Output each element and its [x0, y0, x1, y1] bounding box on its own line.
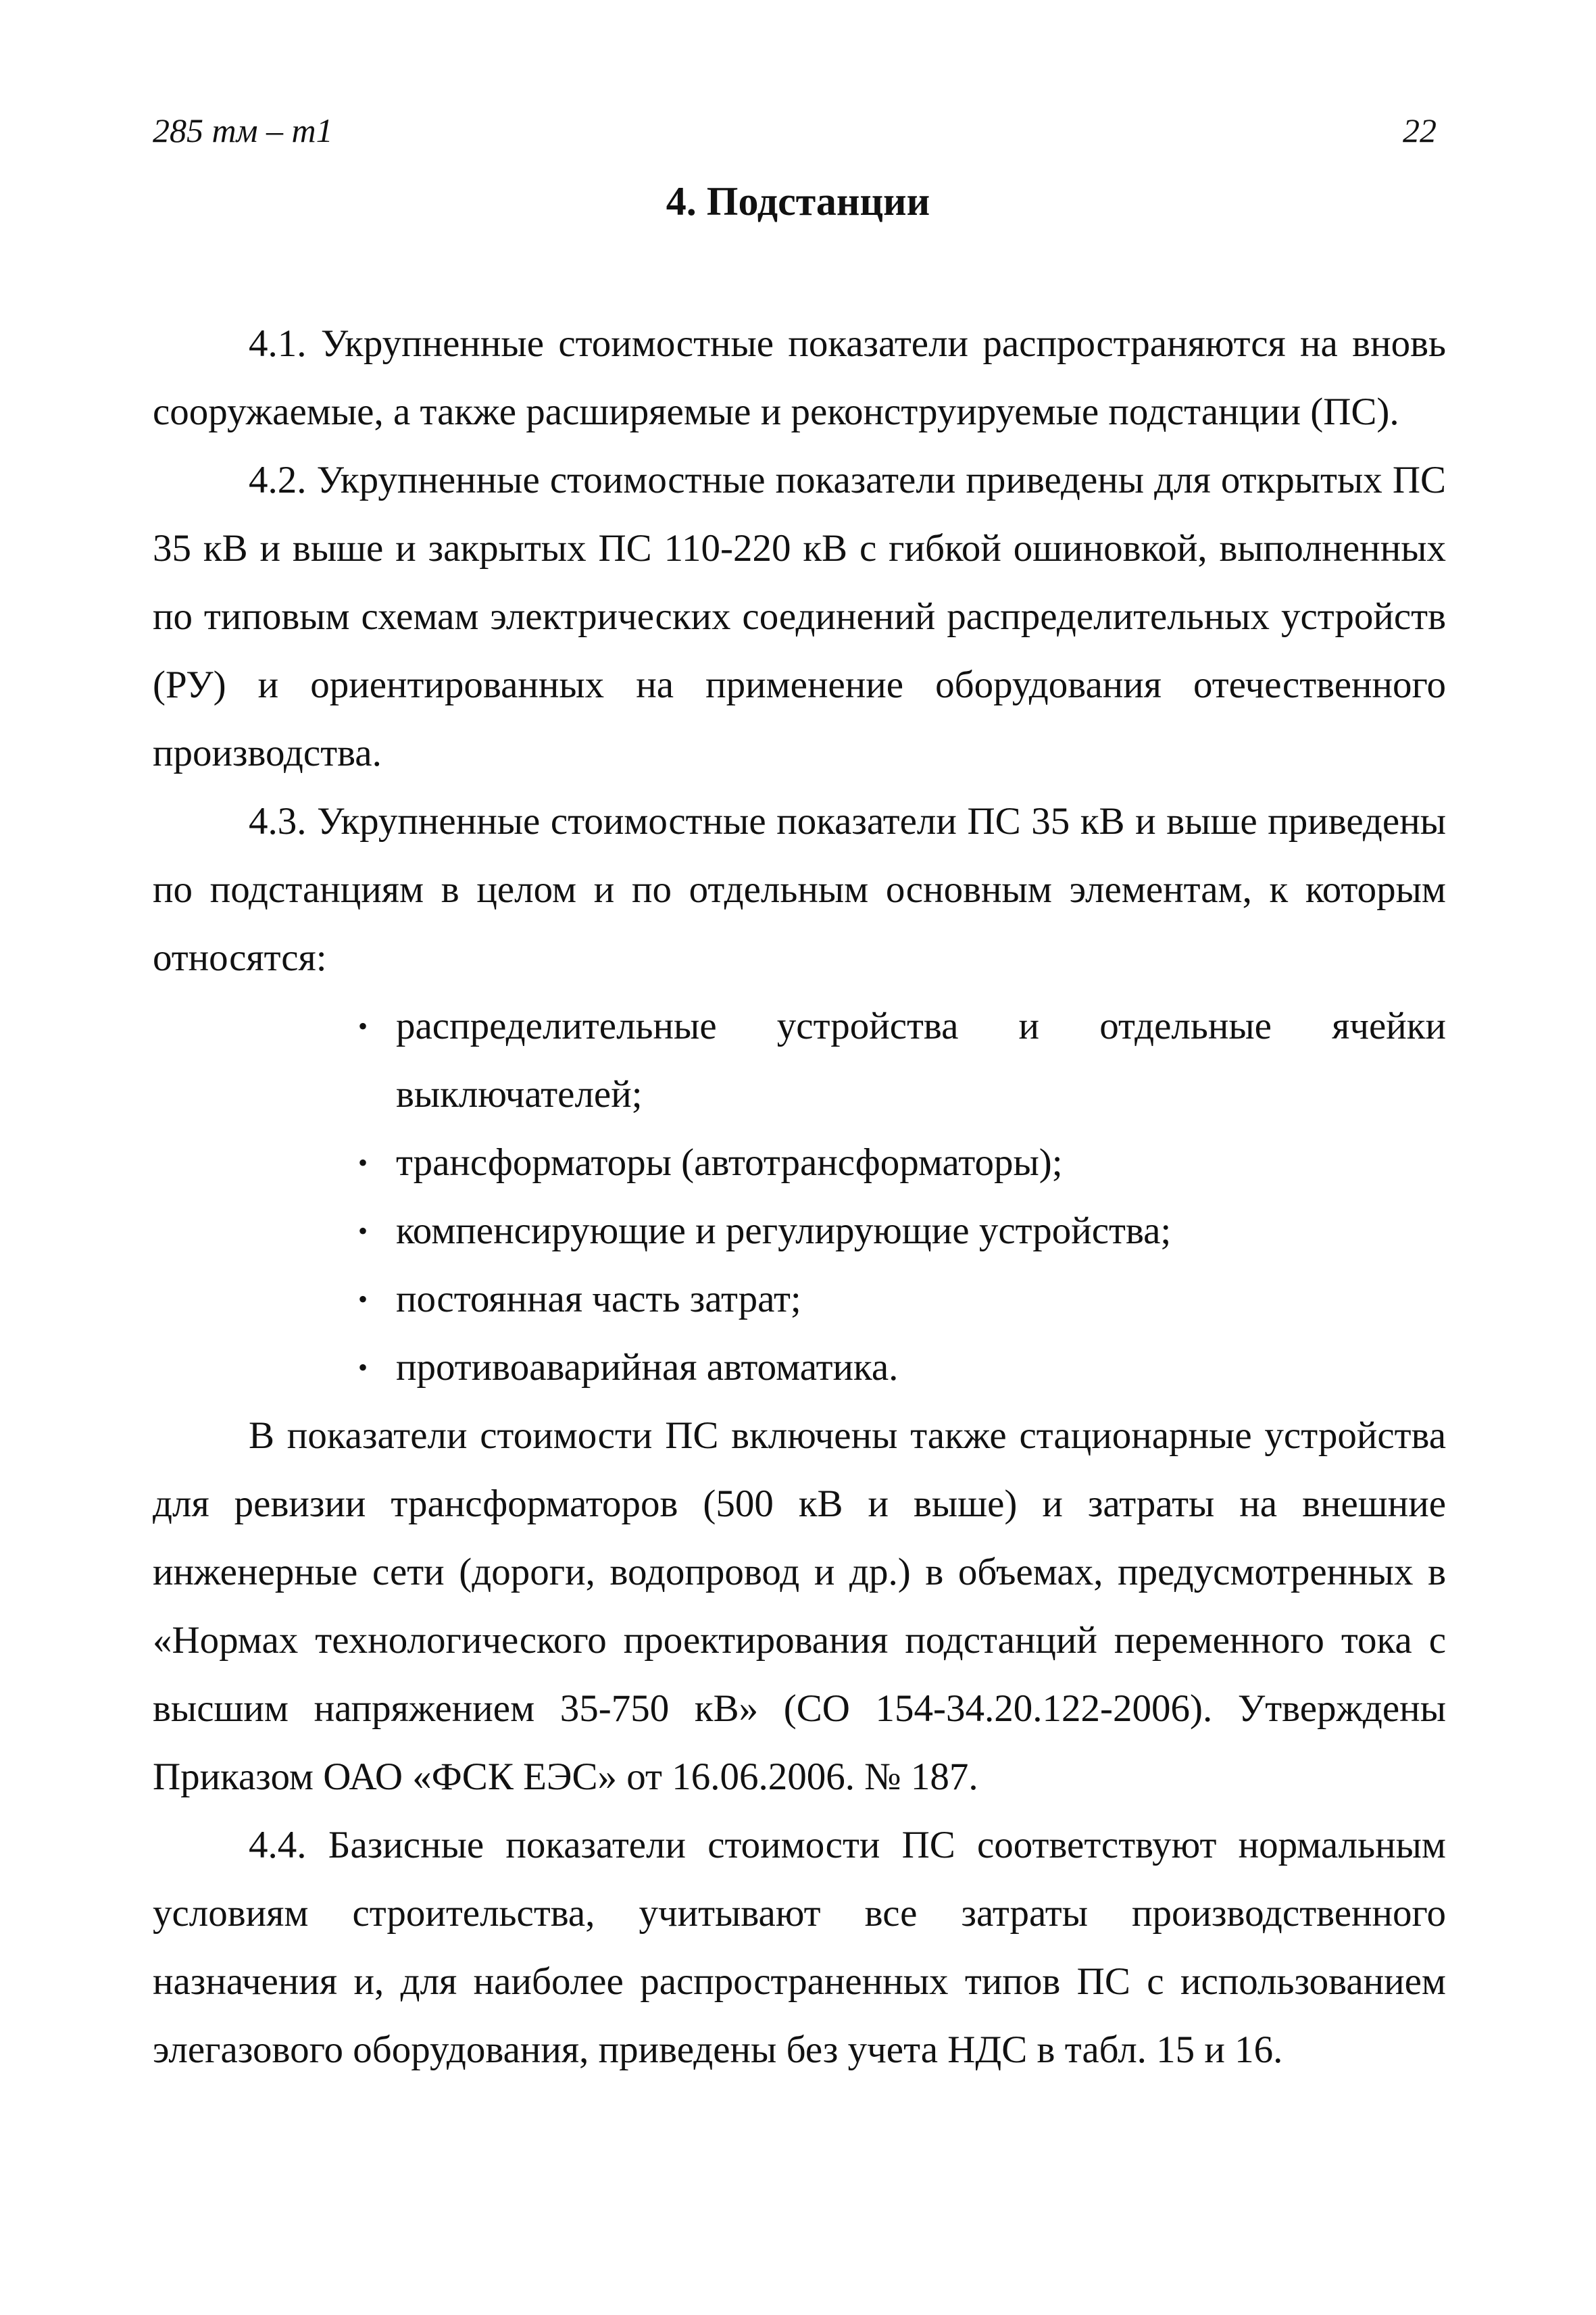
list-item-text: трансформаторы (автотрансформаторы);	[396, 1141, 1063, 1184]
bullet-icon: •	[358, 1216, 368, 1246]
list-item-text: компенсирующие и регулирующие устройства;	[396, 1210, 1172, 1252]
list-item-text: распределительные устройства и отдельные ячейки выключателей;	[396, 1005, 1446, 1116]
document-code: 285 тм – т1	[153, 111, 333, 149]
list-item	[358, 1197, 1446, 1265]
document-body	[153, 309, 1446, 2084]
paragraph-4-3: 4.3. Укрупненные стоимостные показатели ПС 35 кВ и выше приведены по подстанциям в целом и по отдельным основным элементам, к которым относятся:	[153, 800, 1446, 979]
bullet-icon: •	[358, 1147, 368, 1178]
page-number: 22	[1403, 111, 1437, 149]
bullet-icon: •	[358, 1284, 368, 1314]
list-item	[358, 1128, 1446, 1197]
list-item-text: противоаварийная автоматика.	[396, 1346, 899, 1389]
paragraph-4-4: 4.4. Базисные показатели стоимости ПС соответствуют нормальным условиям строительства, учитывают все затраты производственного назначения и, для наиболее распространенных типов ПС с использованием элегазового оборудования, приведены без учета НДС в табл. 15 и 16.	[153, 1824, 1446, 2071]
substation-elements-list	[153, 992, 1446, 1401]
list-item	[358, 1333, 1446, 1401]
bullet-icon: •	[358, 1352, 368, 1383]
paragraph-4-2: 4.2. Укрупненные стоимостные показатели приведены для открытых ПС 35 кВ и выше и закрытых ПС 110-220 кВ с гибкой ошиновкой, выполненных по типовым схемам электрических соединений распределительных устройств (РУ) и ориентированных на применение оборудования отечественного производства.	[153, 459, 1446, 774]
paragraph-4-1: 4.1. Укрупненные стоимостные показатели распространяются на вновь сооружаемые, а также расширяемые и реконструируемые подстанции (ПС).	[153, 322, 1446, 433]
section-title: 4. Подстанции	[666, 179, 930, 224]
paragraph-included-costs: В показатели стоимости ПС включены также стационарные устройства для ревизии трансформаторов (500 кВ и выше) и затраты на внешние инженерные сети (дороги, водопровод и др.) в объемах, предусмотренных в «Нормах технологического проектирования подстанций переменного тока с высшим напряжением 35-750 кВ» (СО 154-34.20.122-2006). Утверждены Приказом ОАО «ФСК ЕЭС» от 16.06.2006. № 187.	[153, 1414, 1446, 1798]
list-item	[358, 992, 1446, 1128]
list-item-text: постоянная часть затрат;	[396, 1278, 801, 1320]
list-item	[358, 1265, 1446, 1333]
bullet-icon: •	[358, 1011, 368, 1041]
